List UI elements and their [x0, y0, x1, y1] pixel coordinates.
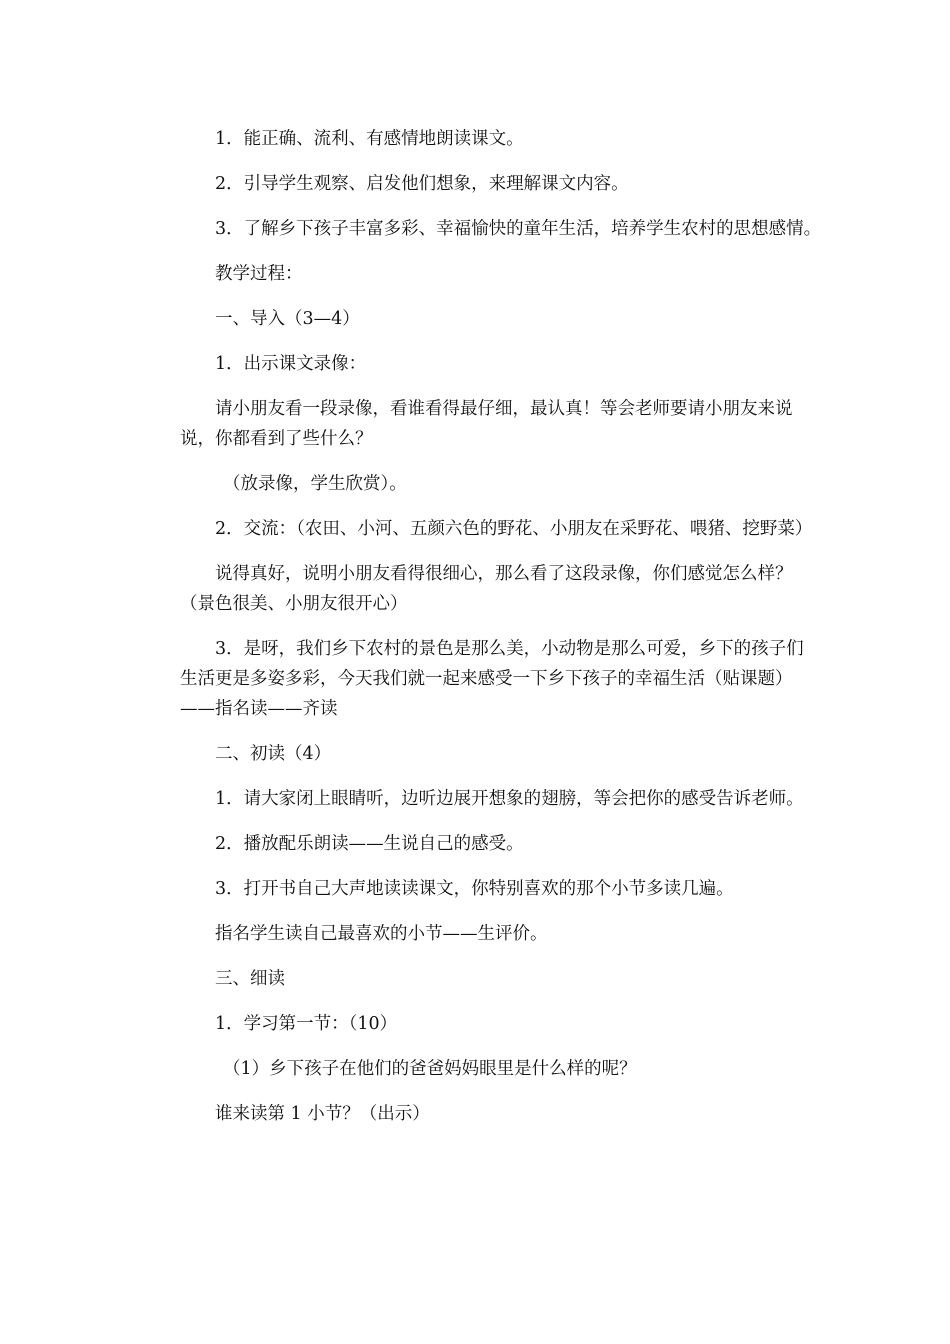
paragraph-line: 2．引导学生观察、启发他们想象，来理解课文内容。 [215, 174, 629, 194]
section-heading-close-reading [145, 964, 810, 994]
paragraph-line: 指名学生读自己最喜欢的小节——生评价。 [215, 924, 548, 944]
paragraph-line: 生活更是多姿多彩，今天我们就一起来感受一下乡下孩子的幸福生活（贴课题） [180, 669, 793, 689]
paragraph-substep [145, 1054, 810, 1084]
paragraph-objective-3 [145, 214, 822, 244]
paragraph-line: 1．请大家闭上眼睛听，边听边展开想象的翅膀，等会把你的感受告诉老师。 [215, 789, 804, 809]
paragraph-line: 说得真好，说明小朋友看得很细心，那么看了这段录像，你们感觉怎么样？ [215, 564, 793, 584]
paragraph-step [145, 514, 813, 544]
paragraph-line: 二、初读（4） [215, 744, 332, 764]
paragraph-line: 1．学习第一节：（10） [215, 1014, 398, 1034]
paragraph-line: 教学过程： [215, 264, 303, 284]
paragraph-line: 1．出示课文录像： [215, 354, 367, 374]
paragraph-instruction [145, 394, 810, 454]
paragraph-line: 一、导入（3—4） [215, 309, 360, 329]
paragraph-note [145, 469, 810, 499]
paragraph-line: （放录像，学生欣赏）。 [223, 474, 407, 494]
section-heading-teaching-process [145, 259, 810, 289]
paragraph-line: 2．交流：（农田、小河、五颜六色的野花、小朋友在采野花、喂猪、挖野菜） [215, 519, 813, 539]
paragraph-step [145, 634, 810, 724]
paragraph-step [145, 874, 810, 904]
section-heading-first-reading [145, 739, 810, 769]
paragraph-step [145, 1009, 810, 1039]
section-heading-intro [145, 304, 810, 334]
paragraph-objective-2 [145, 169, 810, 199]
paragraph-line: 说，你都看到了些什么？ [180, 429, 373, 449]
paragraph-line: ——指名读——齐读 [180, 699, 338, 719]
paragraph-line: 三、细读 [215, 969, 285, 989]
paragraph-line: （1）乡下孩子在他们的爸爸妈妈眼里是什么样的呢？ [223, 1059, 637, 1079]
paragraph-line: 3．打开书自己大声地读读课文，你特别喜欢的那个小节多读几遍。 [215, 879, 734, 899]
paragraph-objective-1 [145, 124, 810, 154]
paragraph-line: 3．了解乡下孩子丰富多彩、幸福愉快的童年生活，培养学生农村的思想感情。 [215, 219, 822, 239]
paragraph-line: （景色很美、小朋友很开心） [180, 594, 408, 614]
paragraph-line: 请小朋友看一段录像，看谁看得最仔细，最认真！等会老师要请小朋友来说 [215, 399, 793, 419]
paragraph-instruction [145, 1099, 810, 1129]
document-body [145, 124, 822, 1144]
paragraph-step [145, 784, 810, 814]
paragraph-line: 1．能正确、流利、有感情地朗读课文。 [215, 129, 524, 149]
paragraph-line: 3．是呀，我们乡下农村的景色是那么美，小动物是那么可爱，乡下的孩子们 [215, 639, 804, 659]
paragraph-line: 谁来读第 1 小节？（出示） [215, 1104, 430, 1124]
paragraph-line: 2．播放配乐朗读——生说自己的感受。 [215, 834, 524, 854]
paragraph-step [145, 829, 810, 859]
paragraph-instruction [145, 559, 810, 619]
paragraph-step [145, 349, 810, 379]
paragraph-instruction [145, 919, 810, 949]
